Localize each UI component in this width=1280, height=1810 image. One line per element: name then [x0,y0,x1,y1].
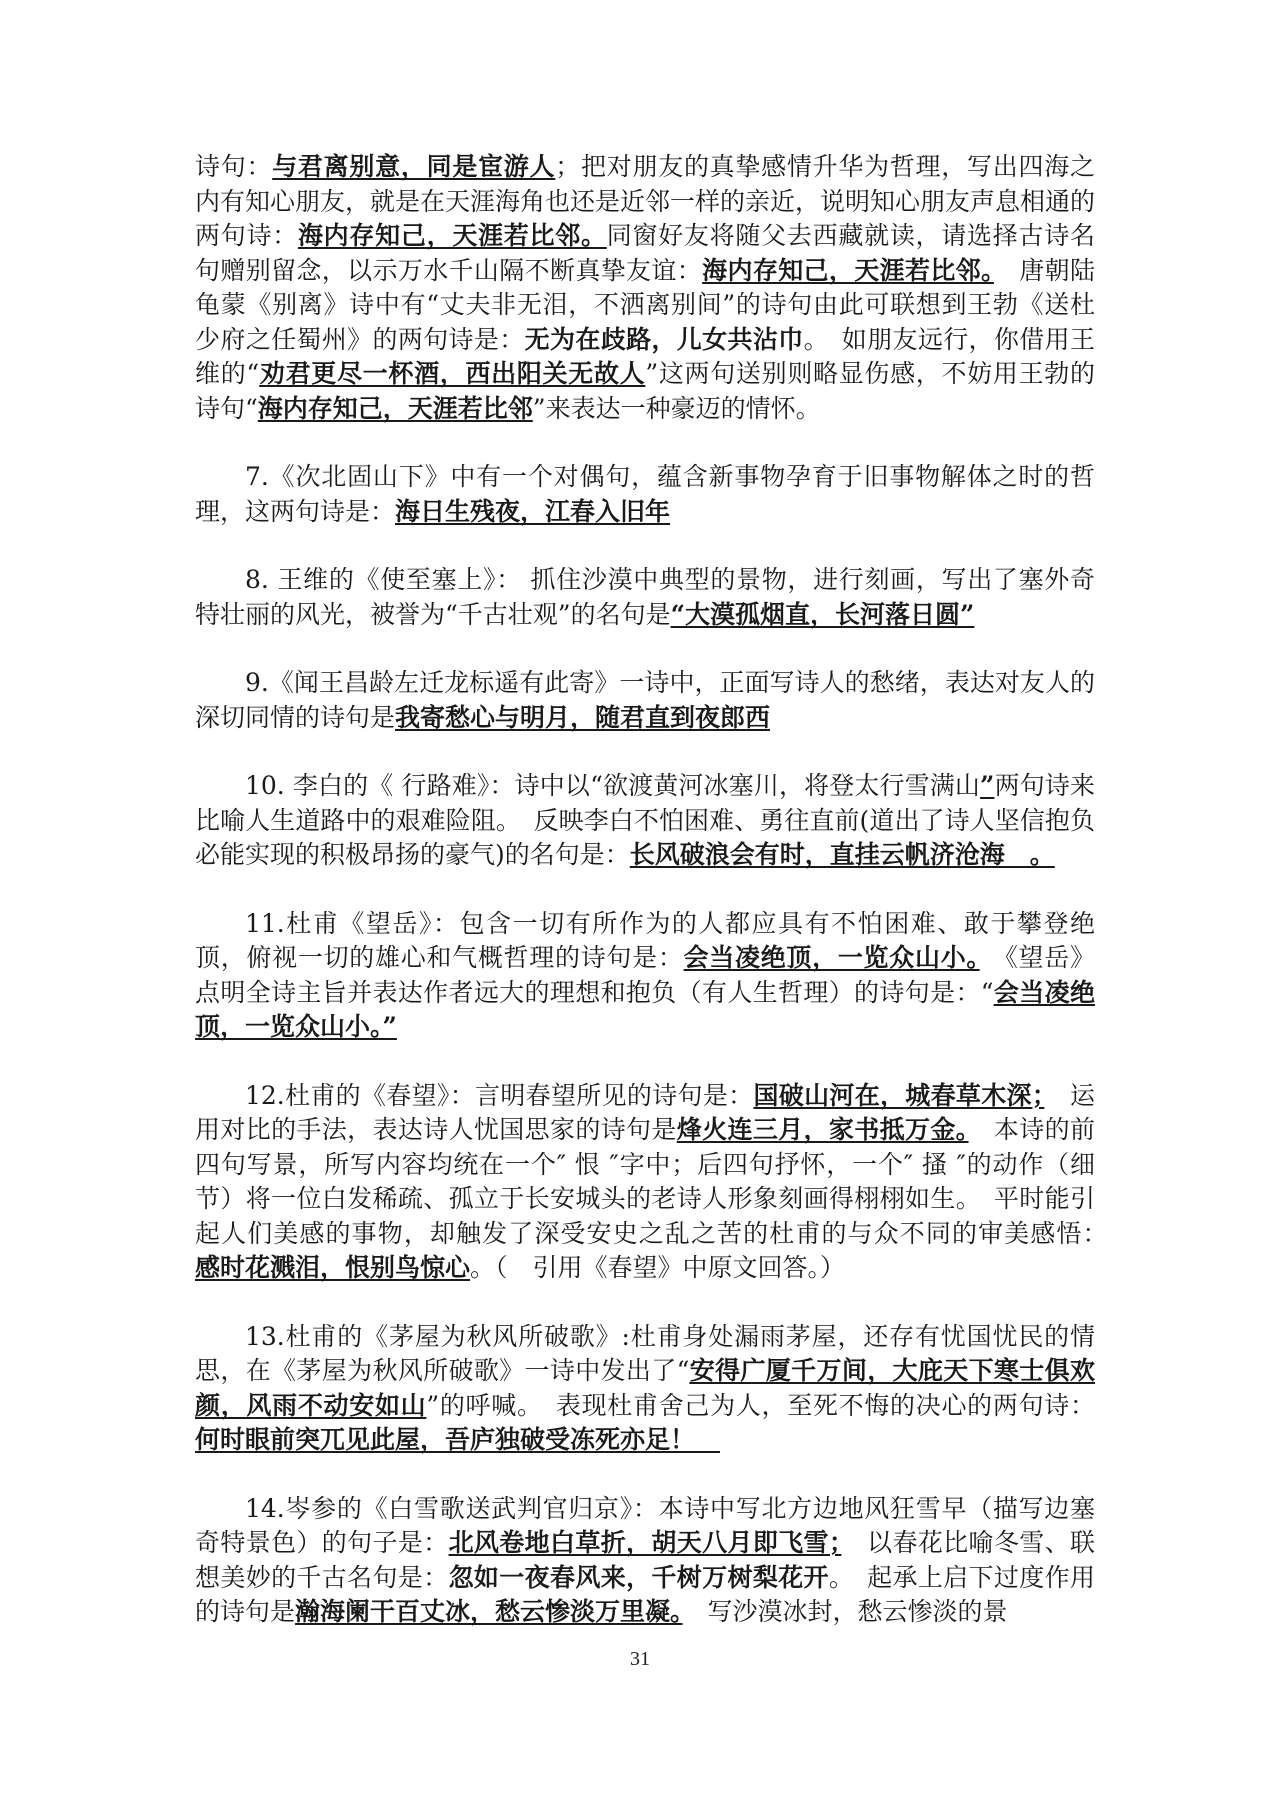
answer-text: 烽火连三月，家书抵万金。 [676,1115,969,1144]
body-text: 诗句： [195,152,273,181]
answer-text: 感时花溅泪，恨别鸟惊心 [195,1253,471,1282]
bold-text: 忽如一夜春风来，千树万树梨花开 [448,1562,829,1592]
paragraph-p13 [195,1320,1095,1458]
body-text: ”这两句送别则略显伤感，不妨用王勃的诗句“ [195,359,1095,423]
answer-text: 会当凌绝顶，一览众山小。 [683,943,980,972]
body-text: 。 如朋友远行，你借用王维的“ [195,324,1095,388]
answer-text: 海日生残夜，江春入旧年 [395,496,671,526]
paragraph-p12 [195,1079,1120,1286]
answer-text: 与君离别意，同是宦游人 [272,152,556,181]
body-text: 两句诗来比喻人生道路中的艰难险阻。 反映李白不怕困难、勇往直前(道出了诗人坚信抱负必能实现的积极昂扬的豪气)的名句是： [195,771,1095,869]
answer-text: 海内存知己，天涯若比邻。 [297,221,607,250]
body-text: 7.《次北固山下》中有一个对偶句，蕴含新事物孕育于旧事物解体之时的哲理，这两句诗是： [195,462,1095,526]
body-text: 以春花比喻冬雪、联想美妙的千古名句是： [195,1528,1095,1592]
body-text: 9.《闻王昌龄左迁龙标遥有此寄》一诗中，正面写诗人的愁绪，表达对友人的深切同情的诗句是 [195,668,1095,732]
answer-text: 国破山河在，城春草木深； [753,1080,1045,1110]
body-text: 13.杜甫的《茅屋为秋风所破歌》:杜甫身处漏雨茅屋，还存有忧国忧民的情思，在《茅屋为秋风所破歌》一诗中发出了“ [195,1321,1095,1385]
answer-text: “大漠孤烟直，长河落日圆” [670,599,975,629]
answer-text: 会当凌绝顶，一览众山小。” [195,977,1095,1041]
bold-text: 无为在歧路，儿女共沾巾 [524,324,804,354]
paragraph-p8 [195,563,1095,632]
answer-text: 劝君更尽一杯酒，西出阳关无故人 [259,359,646,388]
body-text: ”来表达一种豪迈的情怀。 [532,393,821,423]
answer-text: 海内存知己，天涯若比邻。 [702,255,994,285]
document-body [195,150,1120,1664]
paragraph-p10 [195,769,1095,873]
body-text: 《望岳》点明全诗主旨并表达作者远大的理想和抱负（有人生哲理）的诗句是：“ [195,943,1095,1007]
answer-text: 海内存知己，天涯若比邻 [257,393,533,423]
paragraph-p0 [195,150,1095,426]
answer-text: 安得广厦千万间，大庇天下寒士俱欢颜，风雨不动安如山 [195,1356,1095,1420]
answer-text: 瀚海阑干百丈冰，愁云惨淡万里凝。 [295,1597,683,1626]
body-text: 11.杜甫《望岳》：包含一切有所作为的人都应具有不怕困难、敢于攀登绝顶，俯视一切的雄心和气概哲理的诗句是： [195,908,1095,972]
paragraph-p7 [195,460,1095,529]
answer-text: 长风破浪会有时，直挂云帆济沧海 。 [629,840,1055,869]
paragraph-p9 [195,666,1095,735]
answer-text: ” [980,771,995,800]
answer-text: 何时眼前突兀见此屋，吾庐独破受冻死亦足！ [195,1425,721,1454]
body-text: ；把对朋友的真挚感情升华为哲理，写出四海之内有知心朋友，就是在天涯海角也还是近邻一样的亲近，说明知心朋友声息相通的两句诗： [195,152,1096,250]
body-text: 运用对比的手法，表达诗人忧国思家的诗句是 [195,1080,1095,1144]
body-text: 同窗好友将随父去西藏就读，请选择古诗名句赠别留念，以示万水千山隔不断真挚友谊： [195,221,1095,285]
body-text: 。（ 引用《春望》中原文回答。） [470,1253,846,1282]
answer-text: 我寄愁心与明月，随君直到夜郎西 [395,702,771,732]
body-text: 14.岑参的《白雪歌送武判官归京》：本诗中写北方边地风狂雪早（描写边塞奇特景色）的句子是： [195,1493,1095,1557]
paragraph-p14 [195,1492,1095,1630]
body-text: 12.杜甫的《春望》：言明春望所见的诗句是： [245,1080,754,1110]
body-text: 10. 李白的《 行路难》：诗中以“欲渡黄河冰塞川，将登太行雪满山 [245,771,981,800]
page-number: 31 [630,1648,650,1670]
body-text: 本诗的前四句写景，所写内容均统在一个″ 恨 ″字中；后四句抒怀，一个″ 搔 ″的动作（细节）将一位白发稀疏、孤立于长安城头的老诗人形象刻画得栩栩如生。 平时能引起人们美感的事物，却触发了深受安史之乱之苦的杜甫的与众不同的审美感悟： [195,1115,1120,1248]
body-text: 写沙漠冰封，愁云惨淡的景 [682,1597,1008,1626]
answer-text: 北风卷地白草折，胡天八月即飞雪； [448,1528,842,1557]
body-text: 。 起承上启下过度作用的诗句是 [195,1562,1095,1626]
paragraph-p11 [195,907,1095,1045]
body-text: 唐朝陆龟蒙《别离》诗中有“丈夫非无泪，不洒离别间”的诗句由此可联想到王勃《送杜少府之任蜀州》的两句诗是： [195,255,1095,354]
body-text: ”的呼喊。 表现杜甫舍己为人，至死不悔的决心的两句诗： [426,1390,1095,1420]
body-text: 8. 王维的《使至塞上》： 抓住沙漠中典型的景物，进行刻画，写出了塞外奇特壮丽的风光，被誉为“千古壮观”的名句是 [195,565,1095,629]
